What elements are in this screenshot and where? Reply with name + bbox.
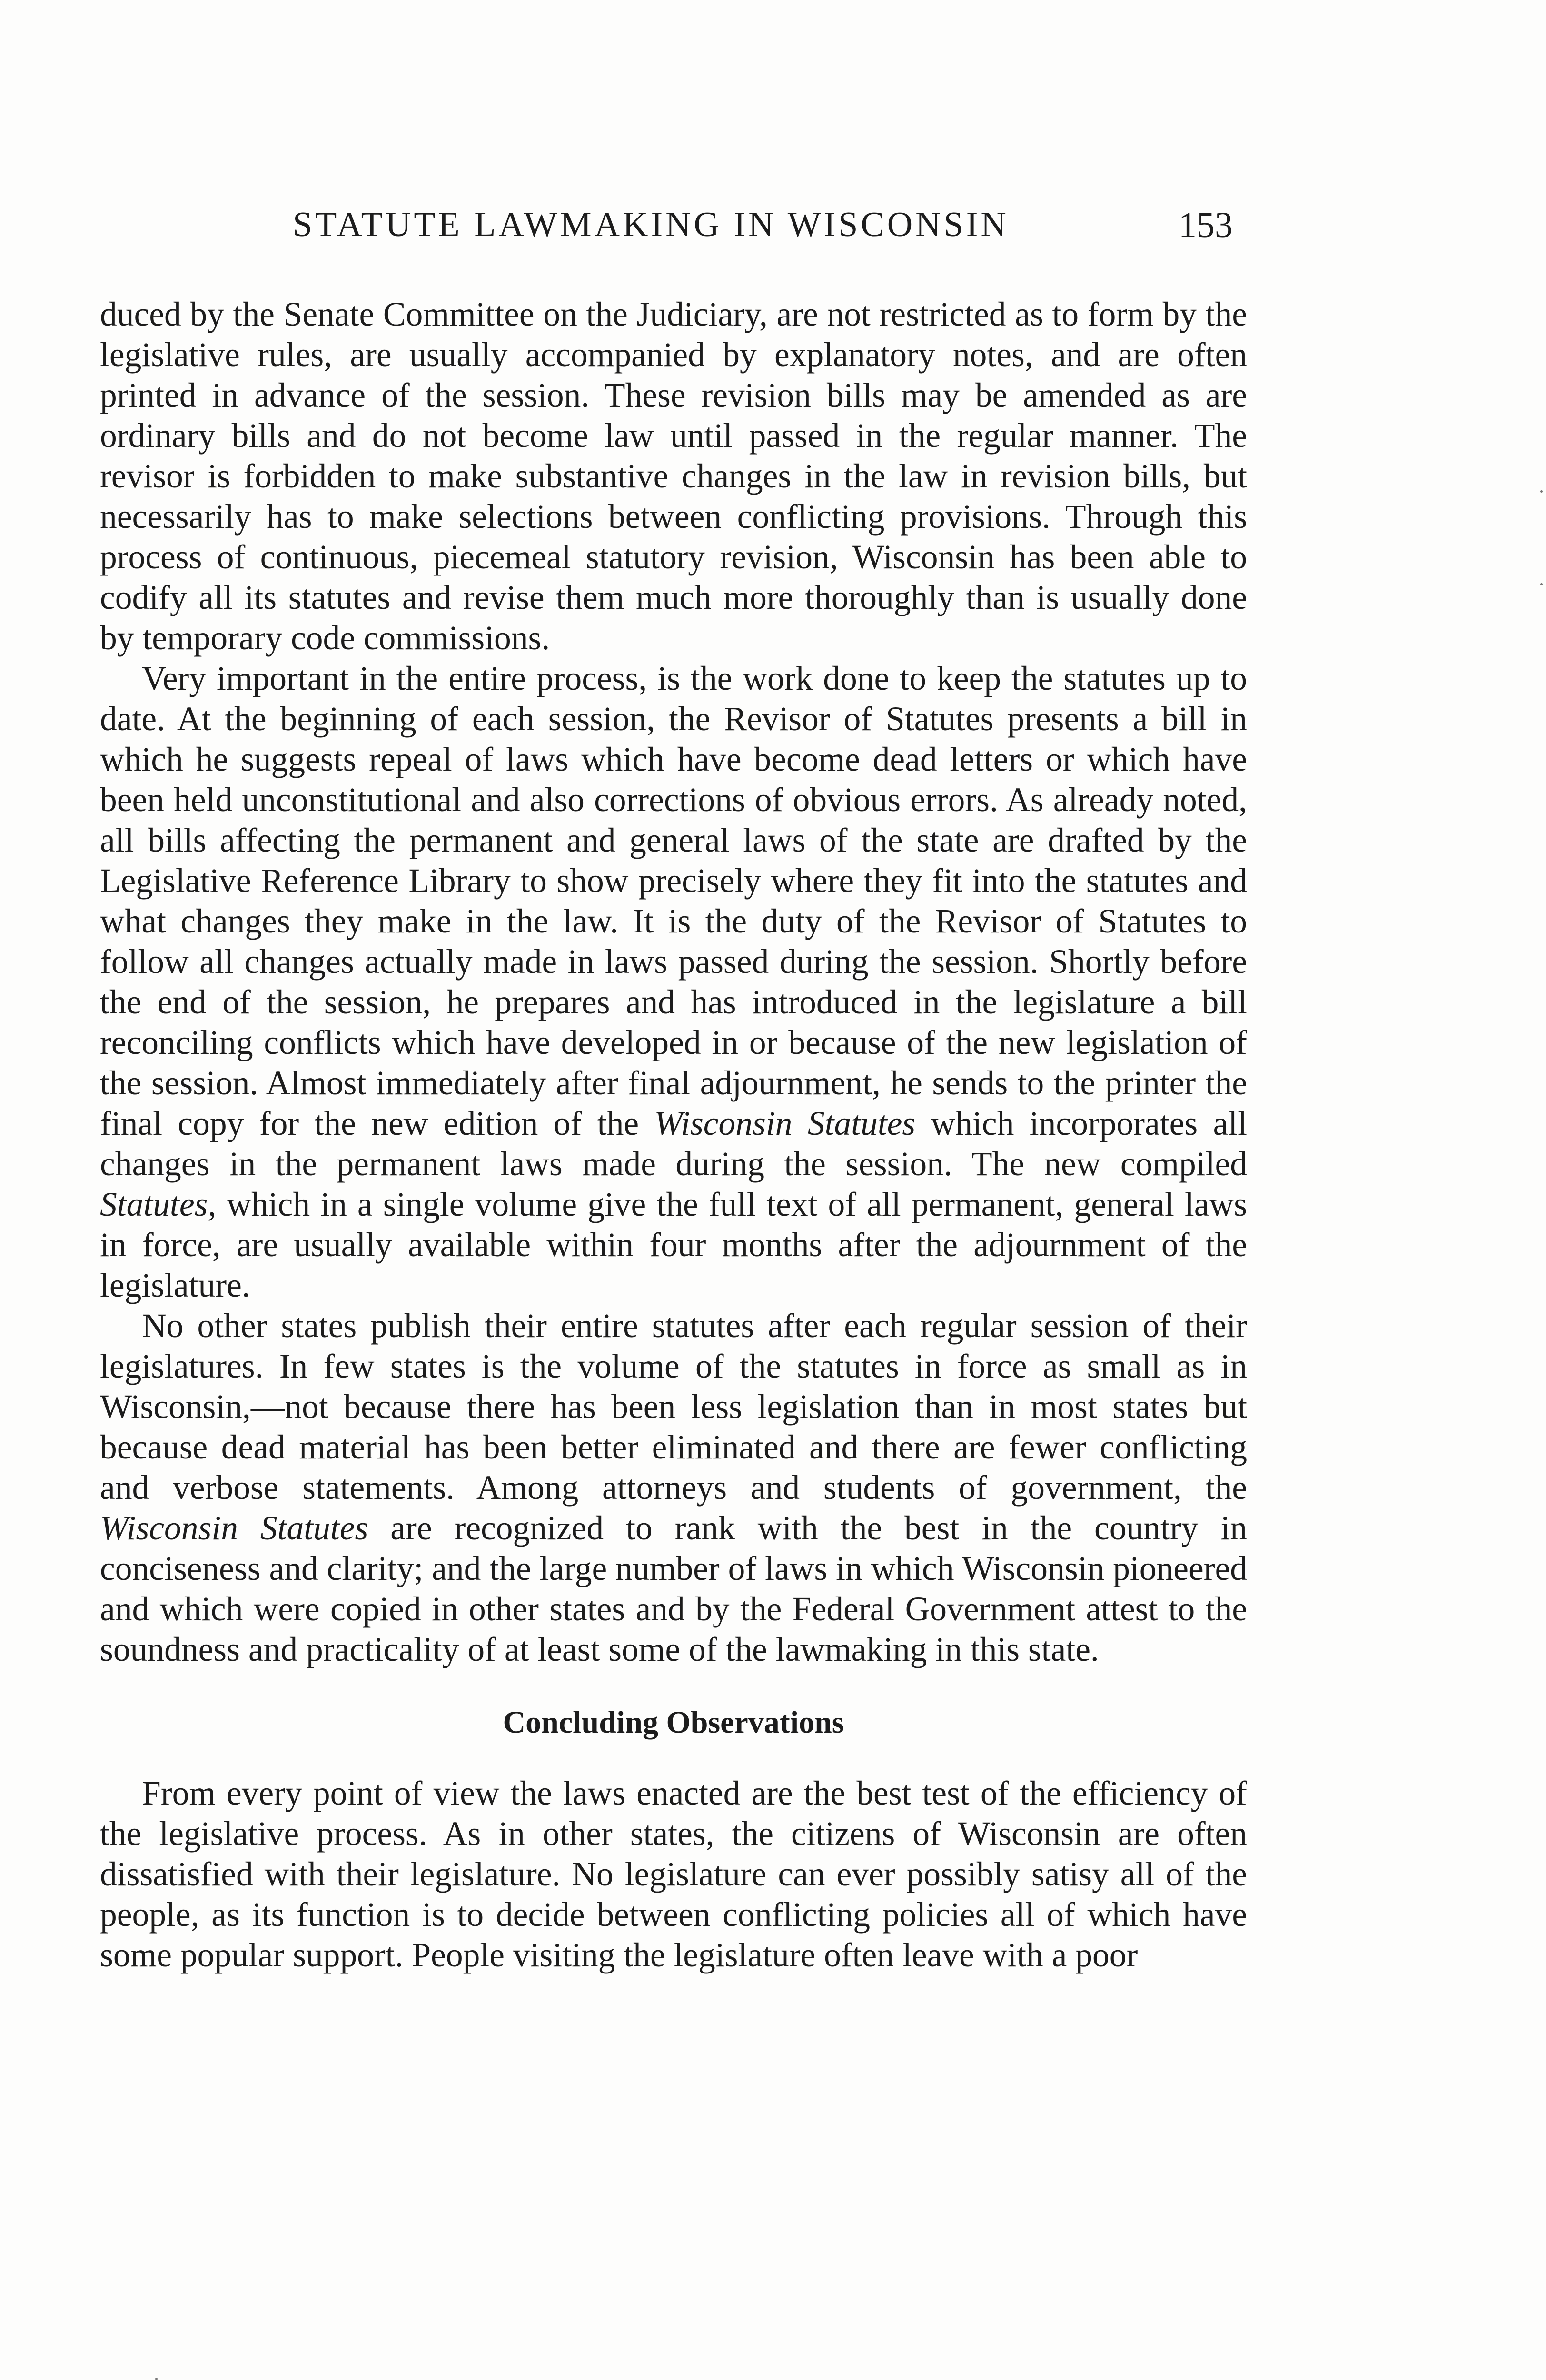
paragraph-text: No other states publish their entire statutes after each regular session of their legislatures. In few states is the volume of the statutes in force as small as in Wisconsin,—not because there has been less legislation than in most states but because dead material has been better eliminated and there are fewer conflicting and verbose statements. Among attorneys and students of government, the <box>100 1307 1247 1507</box>
page-number: 153 <box>1179 205 1233 245</box>
paper-speck <box>1540 490 1543 493</box>
paragraph-text: which in a single volume give the full text of all permanent, general laws in force, are usually available within four months after the adjournment of the legislature. <box>100 1186 1247 1304</box>
running-title: STATUTE LAWMAKING IN WISCONSIN <box>293 205 1009 244</box>
paragraph-text: are recognized to rank with the best in the country in conciseness and clarity; and the large number of laws in which Wisconsin pioneered and which were copied in other states and by the Federal Government attest to the soundness and practicality of at least some of the lawmaking in this state. <box>100 1509 1248 1668</box>
paper-speck <box>155 2378 158 2380</box>
section-heading: Concluding Observations <box>503 1705 844 1740</box>
paragraph-text: Very important in the entire process, is the work done to keep the statutes up to date. At the beginning of each session, the Revisor of Statutes presents a bill in which he suggests repeal of laws which have become dead letters or which have been held unconstitutional and also corrections of obvious errors. As already noted, all bills affecting the permanent and general laws of the state are drafted by the Legislative Reference Library to show precisely where they fit into the statutes and what changes they make in the law. It is the duty of the Revisor of Statutes to follow all changes actually made in laws passed during the session. Shortly before the end of the session, he prepares and has introduced in the legislature a bill reconciling conflicts which have developed in or because of the new legislation of the session. Almost immediately after final adjournment, he sends to the printer the final copy for the new edition of the <box>100 660 1247 1142</box>
italic-title: Wisconsin Statutes <box>100 1509 368 1547</box>
paragraph-continued: duced by the Senate Committee on the Judiciary, are not restricted as to form by the legislative rules, are usually accompanied by explanatory notes, and are often printed in advance of the session. These revision bills may be amended as are ordinary bills and do not become law until passed in the regular manner. The revisor is forbidden to make substantive changes in the law in revision bills, but necessarily has to make selections between conflicting provisions. Through this process of continuous, piecemeal statutory revision, Wisconsin has been able to codify all its statutes and revise them much more thoroughly than is usually done by temporary code commissions. <box>100 296 1247 657</box>
italic-title: Statutes, <box>100 1186 217 1223</box>
paragraph-statutes-up-to-date <box>100 658 1247 1306</box>
paragraph-concluding: From every point of view the laws enacted are the best test of the efficiency of the legislative process. As in other states, the citizens of Wisconsin are often dissatisfied with their legislature. No legislature can ever possibly satisy all of the people, as its function is to decide between conflicting policies all of which have some popular support. People visiting the legislature often leave with a poor <box>100 1775 1247 1974</box>
italic-title: Wisconsin Statutes <box>654 1105 916 1142</box>
body-text <box>100 294 1247 1975</box>
page-header <box>100 205 1233 262</box>
paper-speck <box>1540 583 1543 585</box>
paragraph-text: which incorporates all changes in the permanent laws made during the session. The new compiled <box>100 1105 1247 1183</box>
paragraph-no-other-states <box>100 1306 1247 1670</box>
